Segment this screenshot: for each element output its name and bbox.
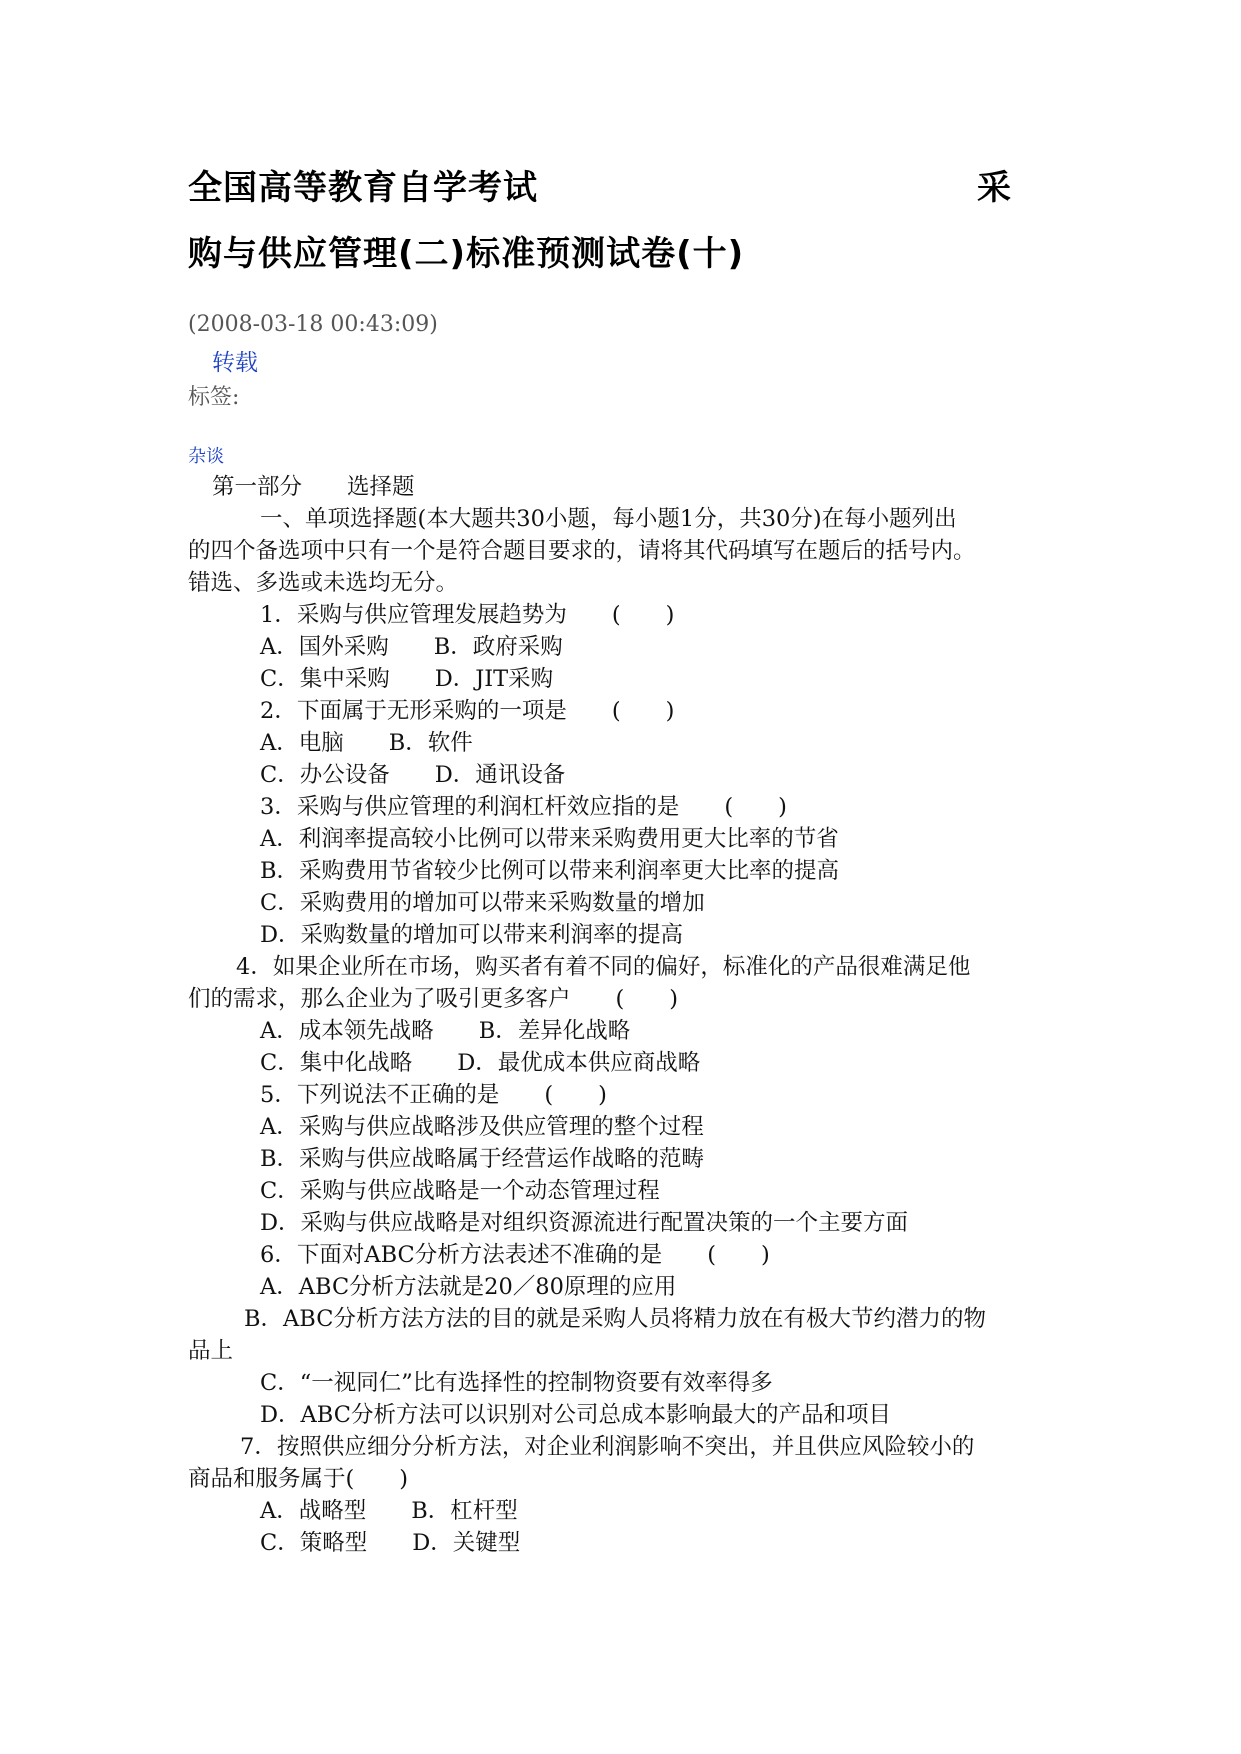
question-option: D．ABC分析方法可以识别对公司总成本影响最大的产品和项目 [260, 1402, 891, 1428]
question-stem: 5．下列说法不正确的是 ( ) [260, 1082, 607, 1108]
question-stem: 2．下面属于无形采购的一项是 ( ) [260, 698, 675, 724]
tag-link[interactable]: 杂谈 [188, 446, 224, 467]
title-line-2: 购与供应管理(二)标准预测试卷(十) [188, 234, 745, 274]
instruction-line: 的四个备选项中只有一个是符合题目要求的，请将其代码填写在题后的括号内。 [188, 538, 976, 564]
question-option: A．国外采购 B．政府采购 [260, 634, 563, 660]
question-option: C．策略型 D．关键型 [260, 1530, 521, 1556]
question-option: D．采购与供应战略是对组织资源流进行配置决策的一个主要方面 [260, 1210, 909, 1236]
question-stem: 4．如果企业所在市场，购买者有着不同的偏好，标准化的产品很难满足他 [236, 954, 971, 980]
question-option: D．采购数量的增加可以带来利润率的提高 [260, 922, 684, 948]
question-option: C．采购与供应战略是一个动态管理过程 [260, 1178, 660, 1204]
question-option: C．集中化战略 D．最优成本供应商战略 [260, 1050, 701, 1076]
question-option: C．办公设备 D．通讯设备 [260, 762, 566, 788]
question-option: C．采购费用的增加可以带来采购数量的增加 [260, 890, 705, 916]
question-option: B．采购费用节省较少比例可以带来利润率更大比率的提高 [260, 858, 840, 884]
question-option: A．电脑 B．软件 [260, 730, 473, 756]
question-option: C．“一视同仁”比有选择性的控制物资要有效率得多 [260, 1370, 773, 1396]
question-option: A．采购与供应战略涉及供应管理的整个过程 [260, 1114, 704, 1140]
question-stem: 3．采购与供应管理的利润杠杆效应指的是 ( ) [260, 794, 787, 820]
title-line-1-tail: 采 [977, 168, 1012, 208]
question-option: C．集中采购 D．JIT采购 [260, 666, 554, 692]
question-stem: 们的需求，那么企业为了吸引更多客户 ( ) [188, 986, 679, 1012]
instruction-line: 一、单项选择题(本大题共30小题，每小题1分，共30分)在每小题列出 [260, 506, 957, 532]
tags-label: 标签: [188, 385, 240, 410]
question-option: A．战略型 B．杠杆型 [260, 1498, 518, 1524]
question-stem: 商品和服务属于( ) [188, 1466, 409, 1492]
question-stem: 6．下面对ABC分析方法表述不准确的是 ( ) [260, 1242, 770, 1268]
instruction-line: 错选、多选或未选均无分。 [188, 570, 459, 596]
post-date: (2008-03-18 00:43:09) [188, 312, 438, 337]
question-option: B．ABC分析方法方法的目的就是采购人员将精力放在有极大节约潜力的物 [244, 1306, 986, 1332]
question-option: A．ABC分析方法就是20／80原理的应用 [260, 1274, 677, 1300]
question-stem: 1．采购与供应管理发展趋势为 ( ) [260, 602, 675, 628]
section-heading: 第一部分 选择题 [212, 474, 415, 500]
question-option: 品上 [188, 1338, 234, 1364]
question-option: A．利润率提高较小比例可以带来采购费用更大比率的节省 [260, 826, 839, 852]
question-option: B．采购与供应战略属于经营运作战略的范畴 [260, 1146, 705, 1172]
title-line-1: 全国高等教育自学考试 [188, 168, 538, 208]
question-stem: 7．按照供应细分分析方法，对企业利润影响不突出，并且供应风险较小的 [240, 1434, 975, 1460]
repost-link[interactable]: 转载 [212, 350, 258, 376]
question-option: A．成本领先战略 B．差异化战略 [260, 1018, 631, 1044]
